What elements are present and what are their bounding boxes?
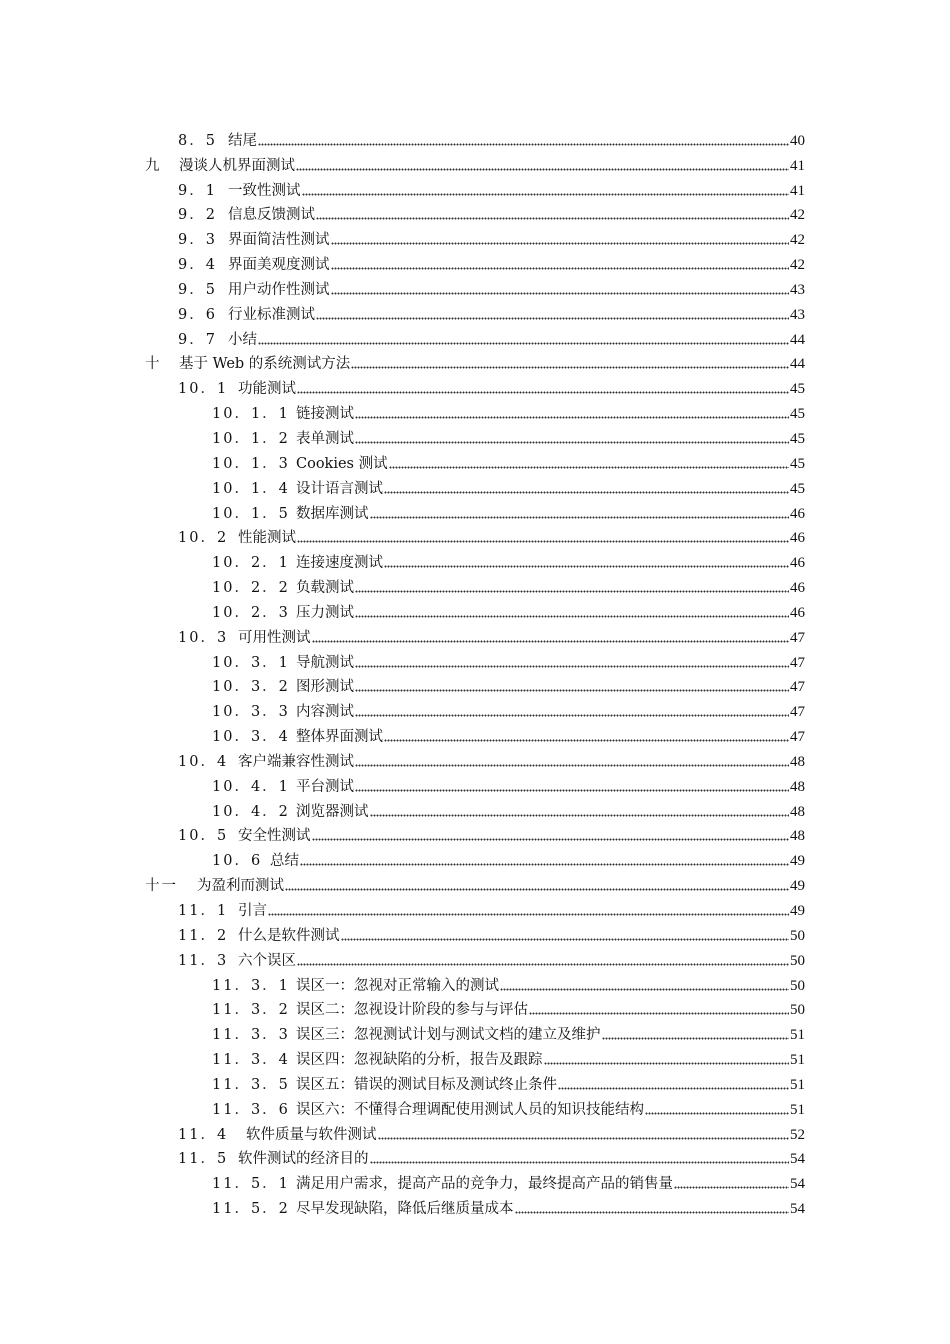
dot-leader [355,415,789,419]
toc-entry-page-number: 45 [790,480,805,497]
toc-entry-page-number: 48 [790,778,805,795]
toc-entry-title: 内容测试 [296,704,354,721]
toc-entry-page-number: 45 [790,381,805,398]
dot-leader [355,614,789,618]
toc-entry-number: 9．3 [178,232,217,249]
dot-leader [370,813,790,817]
toc-entry-title: 功能测试 [238,381,296,398]
toc-entry-page-number: 49 [790,853,805,870]
toc-entry[interactable] [0,125,950,150]
dot-leader [341,937,790,941]
toc-entry-number: 10．3．4 [212,729,290,746]
toc-entry-title: 引言 [238,903,267,919]
toc-entry-title: 数据库测试 [296,505,369,522]
toc-entry[interactable] [0,572,950,597]
toc-entry-page-number: 45 [790,430,805,447]
toc-entry-page-number: 47 [790,679,805,696]
toc-entry-title: 一致性测试 [228,182,301,199]
dot-leader [384,490,789,494]
toc-entry-number: 10．1．4 [212,480,290,497]
toc-entry-page-number: 51 [790,1076,805,1093]
toc-entry-title: 总结 [270,853,299,870]
toc-entry-number: 10．4．2 [212,803,290,820]
toc-entry-page-number: 50 [790,1002,805,1019]
toc-entry-title: 表单测试 [296,430,354,447]
dot-leader [331,241,790,245]
toc-entry-number: 9．5 [178,281,217,298]
toc-entry-title: 小结 [228,331,257,348]
dot-leader [312,837,790,841]
toc-entry[interactable] [0,845,950,870]
dot-leader [258,341,789,345]
toc-entry-page-number: 50 [790,977,805,994]
dot-leader [355,664,789,668]
toc-entry[interactable] [0,448,950,473]
toc-entry[interactable] [0,995,950,1020]
toc-entry-number: 11．5．1 [212,1176,290,1193]
toc-entry-number: 11．3．5 [212,1076,290,1093]
toc-entry-page-number: 41 [790,182,805,199]
toc-entry-page-number: 51 [790,1052,805,1069]
toc-entry-title: 导航测试 [296,654,354,671]
toc-entry-number: 10．5 [178,828,229,845]
toc-entry-page-number: 46 [790,604,805,621]
toc-entry-title: 误区四：忽视缺陷的分析，报告及跟踪 [296,1052,543,1069]
toc-entry-page-number: 46 [790,505,805,522]
dot-leader [297,390,789,394]
toc-entry[interactable] [0,299,950,324]
toc-entry-number: 10．4 [178,753,229,770]
toc-entry-title: 界面美观度测试 [228,257,330,274]
toc-entry-title: 客户端兼容性测试 [238,753,354,770]
toc-entry-title: 满足用户需求，提高产品的竞争力，最终提高产品的销售量 [296,1176,673,1193]
toc-entry-title: 尽早发现缺陷，降低后继质量成本 [296,1201,514,1218]
toc-entry-page-number: 46 [790,530,805,547]
toc-entry[interactable] [0,721,950,746]
toc-entry-page-number: 47 [790,704,805,721]
toc-entry-title: 软件质量与软件测试 [246,1126,377,1143]
toc-entry-title: 整体界面测试 [296,729,383,746]
toc-entry[interactable] [0,1094,950,1119]
toc-entry-number: 11．3．6 [212,1101,290,1118]
toc-entry-title: 浏览器测试 [296,803,369,820]
dot-leader [258,142,789,146]
toc-entry-number: 10．2．1 [212,555,290,572]
toc-entry-page-number: 47 [790,729,805,746]
dot-leader [297,962,789,966]
toc-entry-title: 图形测试 [296,679,354,696]
toc-entry[interactable] [0,398,950,423]
dot-leader [331,291,790,295]
toc-entry[interactable] [0,274,950,299]
toc-entry-number: 10．1．2 [212,430,290,447]
toc-entry-title: 什么是软件测试 [238,927,340,944]
toc-entry-title: 用户动作性测试 [228,281,330,298]
toc-entry-number: 十 [145,356,162,373]
toc-entry[interactable] [0,622,950,647]
toc-entry-title: 性能测试 [238,530,296,547]
toc-entry[interactable] [0,597,950,622]
toc-entry-page-number: 54 [790,1201,805,1218]
toc-entry-title: 基于 Web 的系统测试方法 [179,356,351,373]
toc-entry-page-number: 42 [790,232,805,249]
dot-leader [316,216,789,220]
toc-entry[interactable] [0,970,950,995]
toc-entry-title: 误区三：忽视测试计划与测试文档的建立及维护 [296,1027,601,1044]
toc-entry-page-number: 51 [790,1027,805,1044]
toc-entry[interactable] [0,796,950,821]
toc-entry-page-number: 47 [790,629,805,646]
toc-entry[interactable] [0,895,950,920]
toc-entry-page-number: 47 [790,654,805,671]
toc-entry-number: 10．4．1 [212,778,290,795]
dot-leader [500,987,789,991]
toc-entry[interactable] [0,1119,950,1144]
toc-entry-page-number: 46 [790,555,805,572]
dot-leader [300,862,789,866]
dot-leader [302,192,790,196]
toc-entry-title: 误区一：忽视对正常输入的测试 [296,977,499,994]
toc-entry-number: 10．1 [178,381,229,398]
dot-leader [355,589,789,593]
toc-entry-page-number: 42 [790,257,805,274]
toc-entry[interactable] [0,1144,950,1169]
toc-entry-title: 负载测试 [296,580,354,597]
dot-leader [370,1160,790,1164]
toc-entry[interactable] [0,945,950,970]
toc-entry-page-number: 43 [790,306,805,323]
toc-entry-page-number: 48 [790,753,805,770]
toc-entry-number: 10．2．3 [212,604,290,621]
toc-entry[interactable] [0,746,950,771]
toc-entry-number: 9．2 [178,207,217,224]
dot-leader [268,912,789,916]
dot-leader [351,365,789,369]
dot-leader [285,887,789,891]
toc-entry-title: 误区二：忽视设计阶段的参与与评估 [296,1002,528,1019]
toc-entry[interactable] [0,547,950,572]
toc-entry-number: 11．3．4 [212,1052,290,1069]
toc-entry-title: 设计语言测试 [296,480,383,497]
toc-entry-number: 10．6 [212,853,263,870]
toc-entry-page-number: 54 [790,1151,805,1168]
toc-entry-number: 9．1 [178,182,217,199]
dot-leader [331,266,790,270]
toc-entry[interactable] [0,1168,950,1193]
toc-entry[interactable] [0,1069,950,1094]
toc-entry-number: 11．1 [178,903,229,919]
toc-entry-page-number: 48 [790,828,805,845]
dot-leader [529,1011,789,1015]
dot-leader [355,440,789,444]
dot-leader [384,738,789,742]
toc-entry-page-number: 48 [790,803,805,820]
toc-entry-page-number: 42 [790,207,805,224]
toc-entry-page-number: 44 [790,331,805,348]
toc-entry-number: 10．2 [178,530,229,547]
toc-entry[interactable] [0,1044,950,1069]
dot-leader [378,1136,790,1140]
dot-leader [355,713,789,717]
toc-entry-title: 行业标准测试 [228,306,315,323]
toc-entry-number: 11．5 [178,1151,229,1168]
toc-entry-number: 11．3 [178,952,229,969]
toc-entry-page-number: 52 [790,1126,805,1143]
toc-entry-page-number: 49 [790,878,805,895]
toc-entry-page-number: 50 [790,927,805,944]
toc-entry-number: 11．3．2 [212,1002,290,1019]
dot-leader [384,564,789,568]
toc-entry[interactable] [0,473,950,498]
toc-entry-page-number: 49 [790,903,805,919]
dot-leader [645,1111,789,1115]
toc-entry[interactable] [0,373,950,398]
toc-entry-title: Cookies 测试 [296,455,388,472]
toc-entry-title: 连接速度测试 [296,555,383,572]
toc-entry-number: 9．4 [178,257,217,274]
dot-leader [355,788,789,792]
toc-entry-number: 十一 [145,878,178,895]
toc-entry-number: 11．2 [178,927,229,944]
dot-leader [674,1185,789,1189]
toc-entry[interactable] [0,696,950,721]
dot-leader [602,1036,790,1040]
toc-entry-number: 11．3．1 [212,977,290,994]
toc-entry-page-number: 45 [790,406,805,423]
toc-entry-page-number: 54 [790,1176,805,1193]
toc-entry[interactable] [0,349,950,374]
toc-entry-title: 安全性测试 [238,828,311,845]
toc-entry-title: 链接测试 [296,406,354,423]
toc-entry-page-number: 46 [790,580,805,597]
toc-entry-number: 11．5．2 [212,1201,290,1218]
dot-leader [297,539,789,543]
toc-entry[interactable] [0,870,950,895]
dot-leader [558,1086,789,1090]
toc-entry[interactable] [0,498,950,523]
toc-entry-number: 10．3 [178,629,229,646]
toc-entry-title: 可用性测试 [238,629,311,646]
toc-entry-title: 信息反馈测试 [228,207,315,224]
toc-entry-page-number: 41 [790,157,805,174]
toc-entry-page-number: 50 [790,952,805,969]
toc-entry-number: 10．1．3 [212,455,290,472]
dot-leader [370,515,790,519]
toc-entry[interactable] [0,175,950,200]
toc-entry[interactable] [0,224,950,249]
dot-leader [389,465,789,469]
toc-entry[interactable] [0,200,950,225]
toc-entry-number: 10．1．1 [212,406,290,423]
dot-leader [544,1061,790,1065]
toc-entry[interactable] [0,647,950,672]
dot-leader [296,167,789,171]
toc-entry-page-number: 44 [790,356,805,373]
toc-entry-number: 8．5 [178,132,217,149]
toc-entry[interactable] [0,1193,950,1218]
toc-entry-number: 11．3．3 [212,1027,290,1044]
toc-entry-number: 10．3．3 [212,704,290,721]
toc-entry-number: 10．2．2 [212,580,290,597]
toc-entry-title: 误区五：错误的测试目标及测试终止条件 [296,1076,557,1093]
toc-entry-title: 为盈利而测试 [197,878,284,895]
toc-entry-title: 结尾 [228,132,257,149]
dot-leader [312,639,790,643]
toc-entry[interactable] [0,771,950,796]
toc-entry[interactable] [0,1019,950,1044]
toc-entry-number: 9．6 [178,306,217,323]
toc-entry[interactable] [0,423,950,448]
toc-entry[interactable] [0,920,950,945]
toc-entry-number: 九 [145,157,162,174]
toc-entry-title: 平台测试 [296,778,354,795]
toc-entry-number: 11．4 [178,1126,229,1143]
toc-entry-title: 误区六：不懂得合理调配使用测试人员的知识技能结构 [296,1101,644,1118]
toc-entry-title: 软件测试的经济目的 [238,1151,369,1168]
toc-entry[interactable] [0,821,950,846]
toc-entry[interactable] [0,523,950,548]
toc-entry[interactable] [0,249,950,274]
toc-entry-number: 10．3．1 [212,654,290,671]
toc-entry-page-number: 45 [790,455,805,472]
toc-entry-page-number: 43 [790,281,805,298]
toc-entry-title: 界面简洁性测试 [228,232,330,249]
toc-entry[interactable] [0,324,950,349]
toc-entry-title: 压力测试 [296,604,354,621]
toc-entry[interactable] [0,672,950,697]
toc-entry-number: 10．3．2 [212,679,290,696]
dot-leader [355,688,789,692]
toc-entry-number: 9．7 [178,331,217,348]
toc-entry-title: 漫谈人机界面测试 [179,157,295,174]
dot-leader [355,763,789,767]
toc-entry-page-number: 51 [790,1101,805,1118]
dot-leader [515,1210,790,1214]
table-of-contents [0,125,950,1218]
toc-entry-number: 10．1．5 [212,505,290,522]
toc-entry[interactable] [0,150,950,175]
toc-entry-title: 六个误区 [238,952,296,969]
toc-entry-page-number: 40 [790,132,805,149]
dot-leader [316,316,789,320]
